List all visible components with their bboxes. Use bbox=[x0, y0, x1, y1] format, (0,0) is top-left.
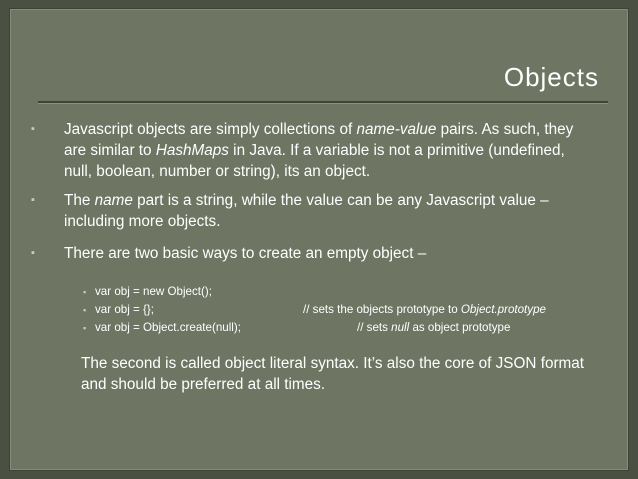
sub-bullet-marker-icon: ▪ bbox=[83, 287, 87, 297]
closing-paragraph: The second is called object literal syntax. It’s also the core of JSON format and should be preferred at all times. bbox=[81, 355, 585, 393]
emphasized-text: null bbox=[391, 321, 410, 334]
bullet-item bbox=[31, 243, 591, 264]
bullet-text bbox=[64, 243, 591, 264]
emphasized-text: HashMaps bbox=[155, 142, 229, 159]
bullet-text bbox=[64, 119, 591, 182]
sub-bullet-item bbox=[83, 284, 613, 300]
emphasized-text: name bbox=[94, 192, 133, 209]
text-run: // sets bbox=[357, 321, 392, 334]
emphasized-text: name-value bbox=[356, 121, 437, 138]
bullet-text bbox=[64, 190, 591, 232]
sub-bullet-item bbox=[83, 320, 613, 336]
bullet-marker-icon: ▪ bbox=[31, 123, 35, 135]
title-divider bbox=[38, 101, 608, 104]
code-snippet: var obj = Object.create(null); bbox=[95, 321, 241, 334]
bullet-marker-icon: ▪ bbox=[31, 194, 35, 206]
text-run: The bbox=[64, 192, 95, 209]
slide-title: Objects bbox=[503, 62, 599, 92]
slide bbox=[10, 9, 628, 470]
sub-bullet-marker-icon: ▪ bbox=[83, 323, 87, 333]
text-run: // sets the objects prototype to bbox=[303, 303, 461, 316]
text-run: There are two basic ways to create an empty object – bbox=[64, 245, 427, 262]
sub-bullet-marker-icon: ▪ bbox=[83, 305, 87, 315]
bullet-item bbox=[31, 119, 591, 182]
text-run: as object prototype bbox=[409, 321, 511, 334]
bullet-item bbox=[31, 190, 591, 232]
text-run: pairs. As such, they are similar to bbox=[64, 121, 574, 159]
code-snippet: var obj = new Object(); bbox=[95, 285, 212, 298]
text-run: part is a string, while the value can be any Javascript value – including more objects. bbox=[64, 192, 549, 230]
code-comment bbox=[357, 320, 510, 335]
code-comment bbox=[303, 302, 546, 317]
sub-bullet-item bbox=[83, 302, 613, 318]
text-run: in Java. If a variable is not a primitive (undefined, null, boolean, number or string), its an object. bbox=[64, 142, 565, 180]
text-run: Javascript objects are simply collections of bbox=[64, 121, 357, 138]
bullet-marker-icon: ▪ bbox=[31, 247, 35, 259]
emphasized-text: Object.prototype bbox=[460, 303, 546, 316]
code-snippet: var obj = {}; bbox=[95, 303, 154, 316]
